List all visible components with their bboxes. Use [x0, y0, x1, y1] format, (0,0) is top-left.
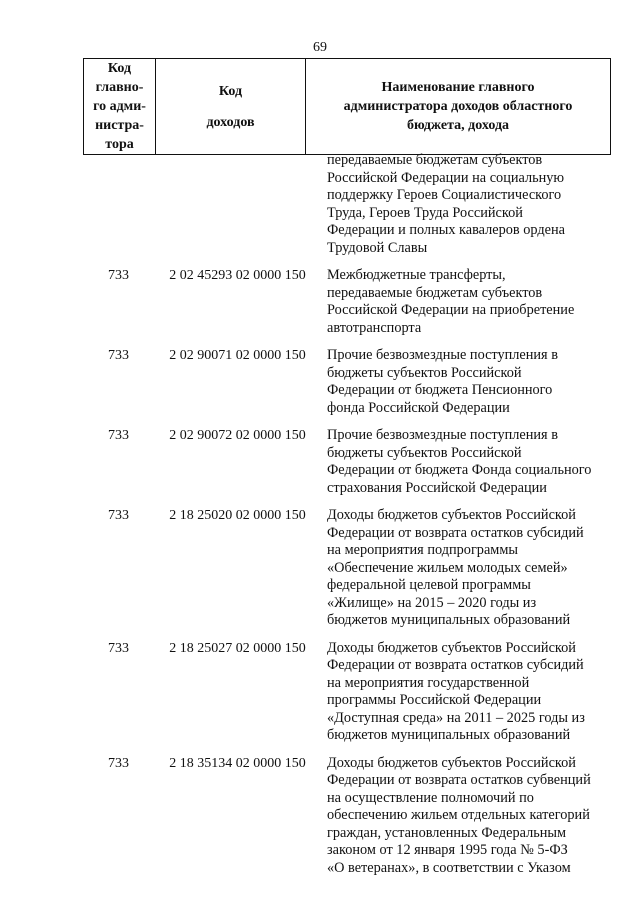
table-row — [0, 755, 640, 878]
admin-code-cell: 733 — [108, 508, 129, 523]
income-name-line: бюджетов муниципальных образований — [327, 612, 571, 628]
admin-code-cell: 733 — [108, 348, 129, 363]
income-name-line: Доходы бюджетов субъектов Российской — [327, 639, 576, 656]
income-name-line: Доходы бюджетов субъектов Российской — [327, 507, 576, 523]
income-name-line: передаваемые бюджетам субъектов — [327, 152, 543, 168]
income-name-cell — [327, 267, 607, 337]
admin-code-cell: 733 — [108, 428, 129, 443]
income-name-line: Прочие безвозмездные поступления в — [327, 347, 558, 363]
header-income-code: Код доходов — [156, 59, 306, 155]
income-name-line: автотранспорта — [327, 319, 422, 336]
income-name-line: на мероприятия государственной — [327, 674, 530, 691]
income-code-cell: 2 02 90072 02 0000 150 — [169, 428, 306, 443]
table-row — [0, 267, 640, 337]
income-name-line: Федерации и полных кавалеров ордена — [327, 222, 565, 238]
income-code-cell: 2 18 35134 02 0000 150 — [169, 755, 306, 771]
income-name-line: программы Российской Федерации — [327, 692, 542, 708]
income-name-line: передаваемые бюджетам субъектов — [327, 284, 543, 301]
income-name-line: «О ветеранах», в соответствии с Указом — [327, 859, 571, 876]
income-name-cell — [327, 347, 607, 417]
income-name-cell — [327, 640, 607, 745]
income-code-cell: 2 18 25020 02 0000 150 — [169, 508, 306, 523]
income-name-cell — [327, 755, 607, 878]
table-body — [0, 152, 640, 877]
income-name-line: бюджетов муниципальных образований — [327, 727, 571, 743]
admin-code-cell: 733 — [108, 640, 129, 656]
income-name-line: федеральной целевой программы — [327, 577, 531, 593]
income-name-line: «Жилище» на 2015 – 2020 годы из — [327, 594, 537, 611]
income-code-cell: 2 02 45293 02 0000 150 — [169, 268, 306, 283]
income-name-line: Трудовой Славы — [327, 239, 428, 256]
income-name-line: Доходы бюджетов субъектов Российской — [327, 754, 576, 771]
income-name-line: Федерации от возврата остатков субсидий — [327, 524, 584, 541]
income-name-line: Федерации от возврата остатков субвенций — [327, 772, 591, 788]
header-name: Наименование главного администратора доходов областного бюджета, дохода — [306, 59, 611, 155]
income-name-line: Федерации от бюджета Пенсионного — [327, 382, 553, 398]
table-row — [0, 640, 640, 745]
income-name-line: страхования Российской Федерации — [327, 479, 547, 496]
table-header — [83, 58, 611, 155]
admin-code-cell: 733 — [108, 268, 129, 283]
income-name-line: обеспечению жильем отдельных категорий — [327, 807, 590, 823]
income-name-line: на мероприятия подпрограммы — [327, 542, 519, 558]
income-name-line: Прочие безвозмездные поступления в — [327, 427, 558, 443]
income-name-line: Труда, Героев Труда Российской — [327, 204, 523, 221]
header-admin-code: Код главно- го адми- нистра- тора — [84, 59, 156, 155]
income-name-line: бюджеты субъектов Российской — [327, 444, 522, 461]
page-number: 69 — [313, 40, 327, 55]
income-name-line: Федерации от бюджета Фонда социального — [327, 462, 592, 478]
income-name-cell — [327, 427, 607, 497]
income-name-line: Федерации от возврата остатков субсидий — [327, 657, 584, 673]
income-name-line: «Доступная среда» на 2011 – 2025 годы из — [327, 709, 585, 726]
income-code-cell: 2 02 90071 02 0000 150 — [169, 348, 306, 363]
admin-code-cell: 733 — [108, 755, 129, 771]
income-name-line: Российской Федерации на социальную — [327, 169, 565, 186]
income-name-line: бюджеты субъектов Российской — [327, 364, 522, 381]
income-name-line: «Обеспечение жильем молодых семей» — [327, 559, 568, 576]
income-name-line: законом от 12 января 1995 года № 5-ФЗ — [327, 842, 568, 858]
table-row — [0, 507, 640, 630]
table-row — [0, 347, 640, 417]
income-name-line: на осуществление полномочий по — [327, 789, 534, 806]
income-name-line: Межбюджетные трансферты, — [327, 267, 506, 283]
table-row — [0, 152, 640, 257]
income-name-line: поддержку Героев Социалистического — [327, 187, 562, 203]
income-name-cell — [327, 152, 607, 257]
income-name-cell — [327, 507, 607, 630]
income-code-cell: 2 18 25027 02 0000 150 — [169, 640, 306, 656]
income-name-line: Российской Федерации на приобретение — [327, 302, 575, 318]
income-name-line: граждан, установленных Федеральным — [327, 824, 567, 841]
income-name-line: фонда Российской Федерации — [327, 399, 510, 416]
table-row — [0, 427, 640, 497]
